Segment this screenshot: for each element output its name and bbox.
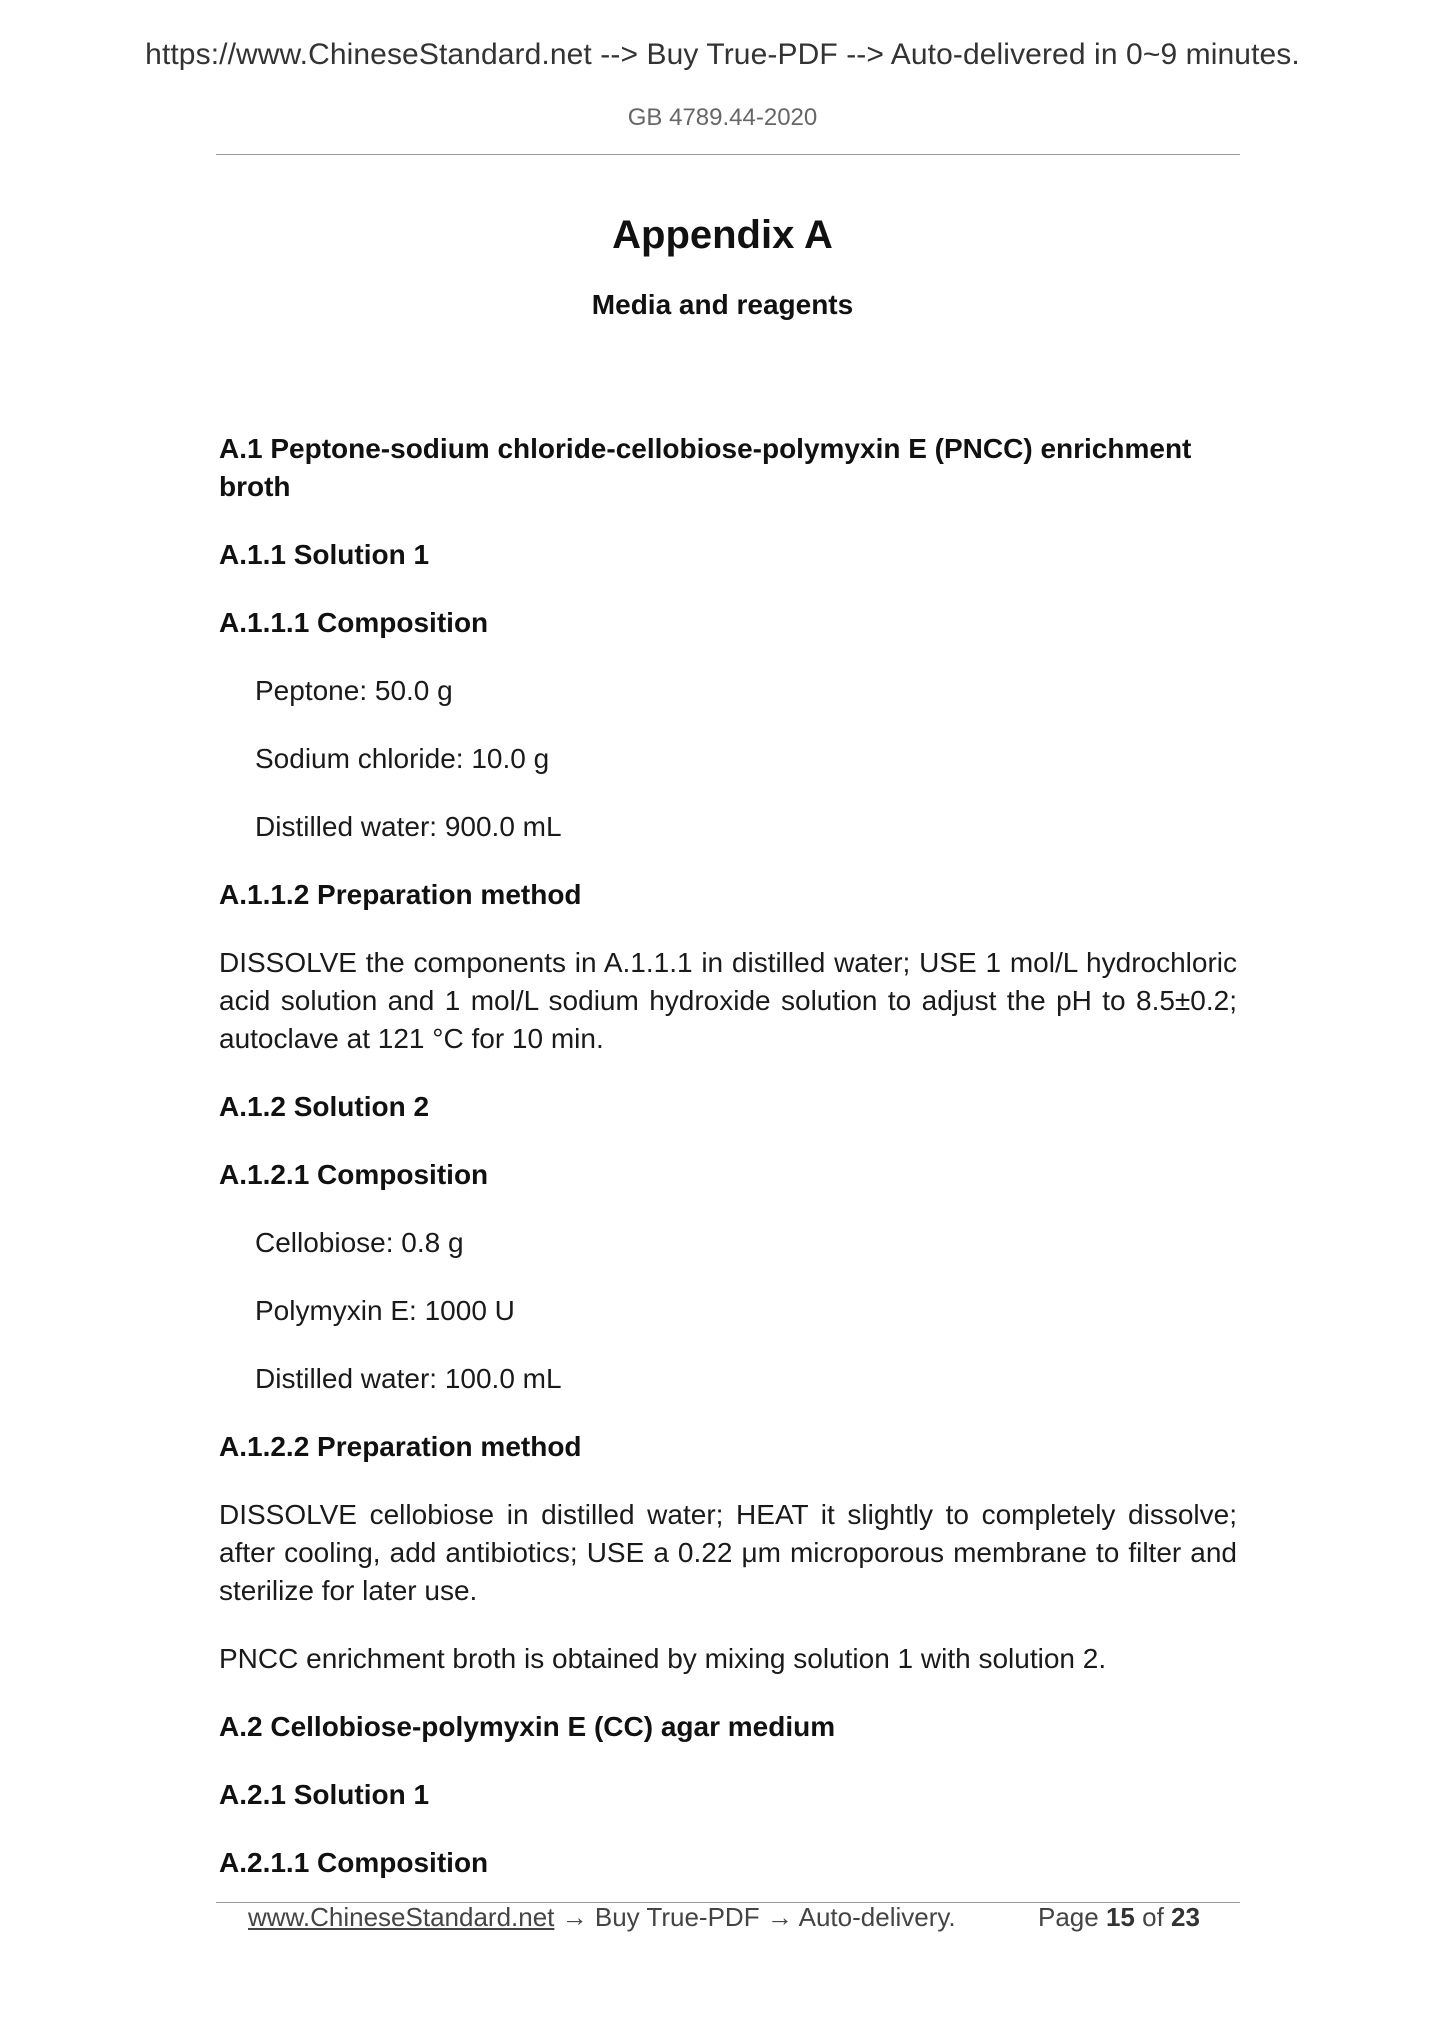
footer-delivery-text: Auto-delivery. <box>798 1902 956 1932</box>
section-heading-a1-2-2: A.1.2.2 Preparation method <box>219 1431 582 1462</box>
preparation-paragraph: DISSOLVE the components in A.1.1.1 in distilled water; USE 1 mol/L hydrochloric acid solution and 1 mol/L sodium hydroxide solution to adjust the pH to 8.5±0.2; autoclave at 121 °C for 10 min. <box>219 947 1237 1054</box>
section-heading-a2: A.2 Cellobiose-polymyxin E (CC) agar medium <box>219 1711 836 1742</box>
arrow-icon: → <box>766 1902 793 1932</box>
page-title: Appendix A <box>612 213 833 257</box>
section-heading-a2-1-1: A.2.1.1 Composition <box>219 1847 489 1878</box>
section-heading-a2-1: A.2.1 Solution 1 <box>219 1779 430 1810</box>
section-heading-a1-2-1: A.1.2.1 Composition <box>219 1159 489 1190</box>
preparation-paragraph: DISSOLVE cellobiose in distilled water; HEAT it slightly to completely dissolve; after cooling, add antibiotics; USE a 0.22 μm microporous membrane to filter and sterilize for later use. <box>219 1499 1237 1606</box>
composition-item: Peptone: 50.0 g <box>255 675 453 706</box>
pncc-note-paragraph: PNCC enrichment broth is obtained by mixing solution 1 with solution 2. <box>219 1643 1107 1674</box>
composition-item: Cellobiose: 0.8 g <box>255 1227 464 1258</box>
section-heading-a1-2: A.1.2 Solution 2 <box>219 1091 430 1122</box>
composition-item: Distilled water: 900.0 mL <box>255 811 562 842</box>
page-label: Page <box>1038 1902 1099 1932</box>
composition-item: Polymyxin E: 1000 U <box>255 1295 515 1326</box>
of-label: of <box>1142 1902 1164 1932</box>
standard-code: GB 4789.44-2020 <box>627 104 818 131</box>
section-heading-a1: A.1 Peptone-sodium chloride-cellobiose-polymyxin E (PNCC) enrichment broth <box>219 433 1192 502</box>
footer-site-link[interactable]: www.ChineseStandard.net <box>248 1902 555 1932</box>
section-heading-a1-1-1: A.1.1.1 Composition <box>219 607 489 638</box>
page-subtitle: Media and reagents <box>591 289 854 320</box>
footer-buy-text: Buy True-PDF <box>594 1902 760 1932</box>
arrow-icon: → <box>561 1902 588 1932</box>
total-pages: 23 <box>1171 1902 1200 1932</box>
document-body <box>219 430 1237 1912</box>
header-banner: https://www.ChineseStandard.net --> Buy True-PDF --> Auto-delivered in 0~9 minutes. <box>145 38 1300 71</box>
header-divider <box>216 154 1240 155</box>
composition-item: Sodium chloride: 10.0 g <box>255 743 550 774</box>
section-heading-a1-1: A.1.1 Solution 1 <box>219 539 430 570</box>
section-heading-a1-1-2: A.1.1.2 Preparation method <box>219 879 582 910</box>
composition-item: Distilled water: 100.0 mL <box>255 1363 562 1394</box>
footer <box>248 1902 1200 1933</box>
page-indicator <box>1038 1902 1200 1933</box>
page-number: 15 <box>1105 1902 1135 1932</box>
